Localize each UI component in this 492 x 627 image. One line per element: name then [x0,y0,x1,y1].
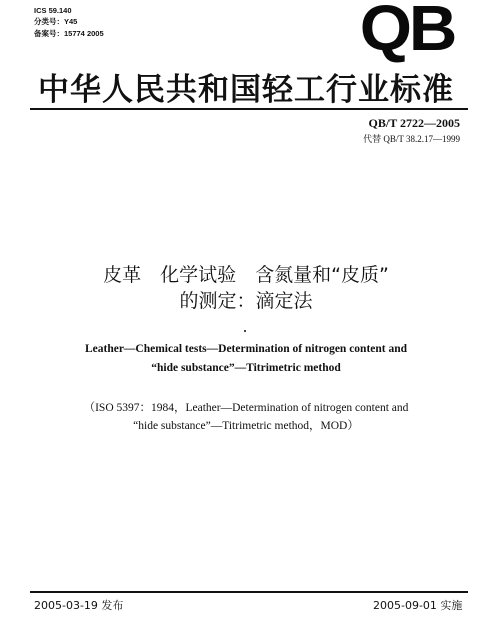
ics-code: ICS 59.140 [34,6,72,15]
scan-dot [244,330,246,332]
replaces-code: 代替 QB/T 38.2.17—1999 [363,134,460,144]
footer-divider [30,591,468,593]
qb-logo-text: QB [359,0,455,64]
chinese-title-line2: 的测定：滴定法 [179,290,313,312]
iso-reference-line2: “hide substance”—Titrimetric method，MOD） [133,420,359,432]
standard-title: 中华人民共和国轻工行业标准 [38,72,454,108]
chinese-title-line1: 皮革 化学试验 含氮量和“皮质” [103,264,389,286]
standard-code: QB/T 2722—2005 [368,116,460,130]
title-divider [30,108,468,110]
publish-date: 2005-03-19 发布 [34,599,124,612]
english-title-line1: Leather—Chemical tests—Determination of nitrogen content and [84,343,408,355]
qb-logo [327,0,487,64]
english-title-line2: “hide substance”—Titrimetric method [151,362,341,374]
iso-reference-line1: （ISO 5397：1984，Leather—Determination of nitrogen content and [83,402,409,414]
implement-date: 2005-09-01 实施 [373,599,463,612]
classification-number: 分类号：Y45 [34,17,78,26]
record-number: 备案号：15774 2005 [34,29,104,38]
